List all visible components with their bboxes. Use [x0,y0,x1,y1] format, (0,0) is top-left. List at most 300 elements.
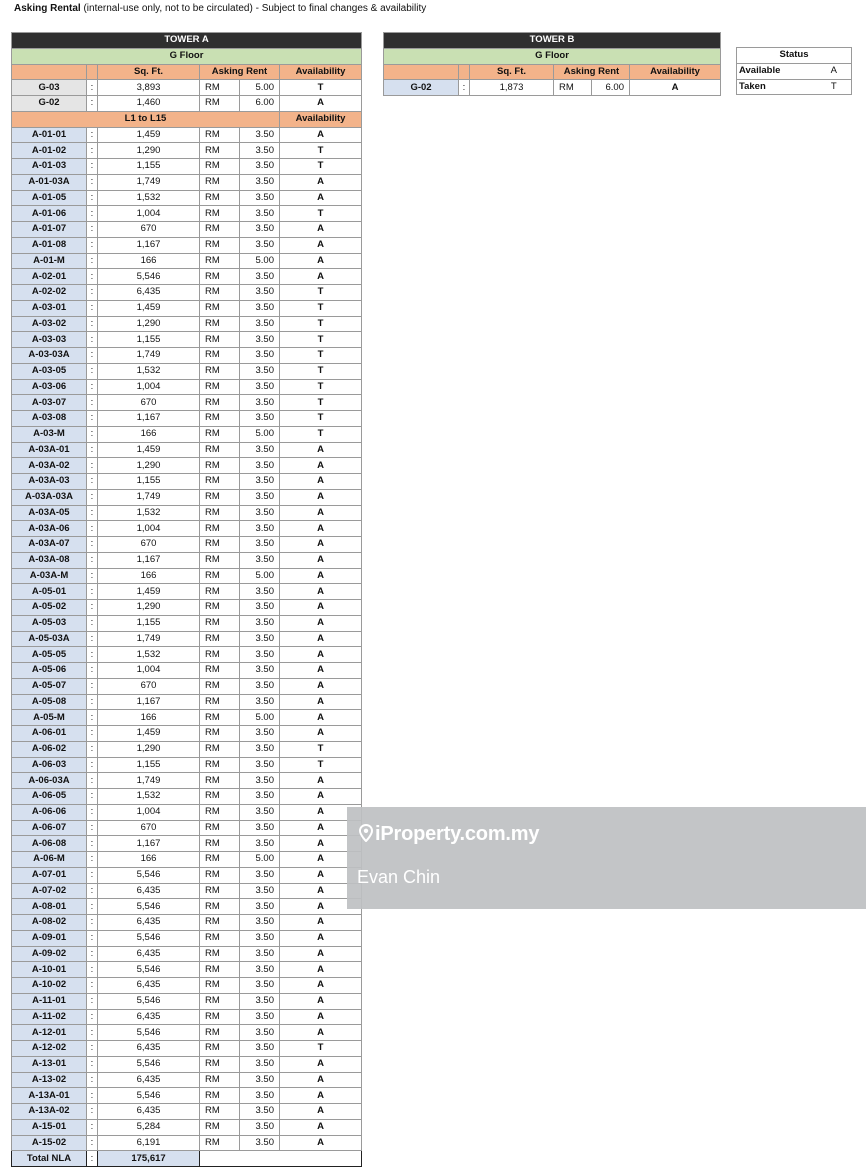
table-row [12,773,362,789]
rent-rate: 5.00 [240,710,280,726]
rent-rate: 3.50 [240,694,280,710]
currency-label: RM [200,789,240,805]
colon-separator: : [87,899,98,915]
colon-separator: : [87,363,98,379]
table-row [12,915,362,931]
colon-separator: : [87,804,98,820]
status-title-row [737,48,852,64]
rent-rate: 3.50 [240,631,280,647]
rent-rate: 3.50 [240,726,280,742]
table-row [12,489,362,505]
colon-separator: : [87,663,98,679]
currency-label: RM [200,678,240,694]
currency-label: RM [200,915,240,931]
currency-label: RM [200,505,240,521]
sqft-value: 5,284 [98,1119,200,1135]
tower-a-title: TOWER A [12,33,362,49]
column-header-blank [87,64,98,80]
colon-separator: : [87,96,98,112]
sqft-value: 5,546 [98,1025,200,1041]
sqft-value: 1,290 [98,741,200,757]
colon-separator: : [87,80,98,96]
currency-label: RM [200,411,240,427]
availability-status: T [280,1041,362,1057]
colon-separator: : [87,1088,98,1104]
rent-rate: 3.50 [240,411,280,427]
currency-label: RM [200,993,240,1009]
sqft-value: 1,459 [98,726,200,742]
unit-id: A-07-02 [12,883,87,899]
unit-id: A-05-M [12,710,87,726]
table-row [12,883,362,899]
currency-label: RM [200,1041,240,1057]
colon-separator: : [87,978,98,994]
table-row [12,1135,362,1151]
sqft-value: 670 [98,222,200,238]
g-floor-row [12,96,362,112]
table-row [12,521,362,537]
table-row [12,804,362,820]
table-row [12,206,362,222]
currency-label: RM [200,647,240,663]
sqft-value: 1,290 [98,143,200,159]
column-header-availability: Availability [280,111,362,127]
table-row [12,1104,362,1120]
colon-separator: : [87,489,98,505]
colon-separator: : [87,285,98,301]
currency-label: RM [554,80,592,96]
rent-rate: 6.00 [240,96,280,112]
unit-id: A-05-03 [12,615,87,631]
table-row [12,1072,362,1088]
availability-status: A [280,474,362,490]
availability-status: A [280,836,362,852]
currency-label: RM [200,852,240,868]
currency-label: RM [200,804,240,820]
currency-label: RM [200,930,240,946]
column-header-sqft: Sq. Ft. [98,64,200,80]
rent-rate: 3.50 [240,474,280,490]
unit-id: A-01-03 [12,159,87,175]
sqft-value: 670 [98,395,200,411]
column-header-rent: Asking Rent [554,64,630,80]
availability-status: T [280,757,362,773]
colon-separator: : [87,741,98,757]
unit-id: A-03-06 [12,379,87,395]
sqft-value: 6,435 [98,946,200,962]
currency-label: RM [200,726,240,742]
availability-status: T [280,379,362,395]
unit-id: A-03-08 [12,411,87,427]
colon-separator: : [87,1025,98,1041]
rent-rate: 3.50 [240,1025,280,1041]
table-row [12,962,362,978]
sqft-value: 166 [98,852,200,868]
sqft-value: 1,155 [98,615,200,631]
availability-status: T [280,206,362,222]
colon-separator: : [87,458,98,474]
rent-rate: 3.50 [240,1041,280,1057]
currency-label: RM [200,269,240,285]
currency-label: RM [200,285,240,301]
availability-status: T [280,395,362,411]
unit-id: A-03A-M [12,568,87,584]
sqft-value: 1,459 [98,300,200,316]
sqft-value: 1,155 [98,332,200,348]
sqft-value: 166 [98,568,200,584]
total-nla-value: 175,617 [98,1151,200,1167]
table-row [12,1009,362,1025]
rent-rate: 5.00 [240,568,280,584]
tower-a-floor-row [12,48,362,64]
table-row [12,946,362,962]
sqft-value: 1,004 [98,206,200,222]
sqft-value: 1,749 [98,174,200,190]
colon-separator: : [87,647,98,663]
rent-rate: 3.50 [240,159,280,175]
sqft-value: 1,155 [98,757,200,773]
unit-id: A-12-01 [12,1025,87,1041]
colon-separator: : [87,993,98,1009]
colon-separator: : [87,1072,98,1088]
currency-label: RM [200,174,240,190]
colon-separator: : [87,1056,98,1072]
rent-rate: 3.50 [240,237,280,253]
rent-rate: 3.50 [240,552,280,568]
colon-separator: : [87,1041,98,1057]
tower-b-title: TOWER B [384,33,721,49]
colon-separator: : [87,127,98,143]
unit-id: A-03-07 [12,395,87,411]
table-row [12,678,362,694]
rent-rate: 3.50 [240,489,280,505]
availability-status: A [280,804,362,820]
colon-separator: : [87,789,98,805]
sqft-value: 1,167 [98,836,200,852]
rent-rate: 3.50 [240,1135,280,1151]
colon-separator: : [87,1151,98,1167]
unit-id: A-03A-01 [12,442,87,458]
currency-label: RM [200,474,240,490]
unit-id: A-03-03 [12,332,87,348]
status-label: Taken [737,79,817,95]
colon-separator: : [87,395,98,411]
availability-status: T [280,285,362,301]
rent-rate: 3.50 [240,993,280,1009]
tower-b-floor-label: G Floor [384,48,721,64]
unit-id: A-06-05 [12,789,87,805]
availability-status: A [280,237,362,253]
availability-status: A [280,1104,362,1120]
unit-id: A-15-01 [12,1119,87,1135]
unit-id: A-05-05 [12,647,87,663]
table-row [12,615,362,631]
colon-separator: : [87,253,98,269]
unit-id: A-09-02 [12,946,87,962]
sqft-value: 6,435 [98,285,200,301]
currency-label: RM [200,127,240,143]
table-row [12,442,362,458]
availability-status: A [280,1056,362,1072]
sqft-value: 670 [98,820,200,836]
rent-rate: 5.00 [240,426,280,442]
sqft-value: 1,004 [98,521,200,537]
currency-label: RM [200,1135,240,1151]
unit-id: A-01-03A [12,174,87,190]
rent-rate: 3.50 [240,600,280,616]
currency-label: RM [200,773,240,789]
availability-status: A [280,1088,362,1104]
sqft-value: 5,546 [98,269,200,285]
rent-rate: 5.00 [240,253,280,269]
unit-id: A-13-02 [12,1072,87,1088]
rent-rate: 3.50 [240,285,280,301]
availability-status: T [280,80,362,96]
colon-separator: : [87,710,98,726]
unit-id: A-11-02 [12,1009,87,1025]
unit-id: A-03A-07 [12,537,87,553]
colon-separator: : [87,962,98,978]
colon-separator: : [87,726,98,742]
colon-separator: : [87,505,98,521]
availability-status: A [630,80,721,96]
column-header-blank [384,64,459,80]
availability-status: A [280,946,362,962]
rent-rate: 3.50 [240,127,280,143]
currency-label: RM [200,395,240,411]
rent-rate: 3.50 [240,332,280,348]
rent-rate: 6.00 [592,80,630,96]
availability-status: A [280,489,362,505]
colon-separator: : [87,411,98,427]
currency-label: RM [200,537,240,553]
table-row [12,237,362,253]
rent-rate: 3.50 [240,946,280,962]
unit-id: A-01-06 [12,206,87,222]
column-header-blank [12,64,87,80]
table-row [12,710,362,726]
table-row [12,1088,362,1104]
availability-status: T [280,159,362,175]
sqft-value: 1,459 [98,442,200,458]
sqft-value: 1,749 [98,348,200,364]
availability-status: A [280,962,362,978]
table-row [12,190,362,206]
watermark-brand [359,823,539,848]
currency-label: RM [200,836,240,852]
availability-status: A [280,269,362,285]
colon-separator: : [87,300,98,316]
currency-label: RM [200,316,240,332]
unit-id: A-12-02 [12,1041,87,1057]
sqft-value: 1,749 [98,773,200,789]
table-row [12,789,362,805]
status-label: Available [737,63,817,79]
tower-a-floor-label: G Floor [12,48,362,64]
availability-status: A [280,710,362,726]
sqft-value: 5,546 [98,1056,200,1072]
rent-rate: 3.50 [240,1119,280,1135]
tower-b-floor-row [384,48,721,64]
rent-rate: 3.50 [240,647,280,663]
watermark-agent-name: Evan Chin [357,867,441,887]
rent-rate: 3.50 [240,836,280,852]
currency-label: RM [200,710,240,726]
rent-rate: 3.50 [240,348,280,364]
table-row [12,757,362,773]
rent-rate: 3.50 [240,395,280,411]
availability-status: A [280,773,362,789]
rent-rate: 3.50 [240,978,280,994]
sqft-value: 1,532 [98,647,200,663]
currency-label: RM [200,867,240,883]
sqft-value: 1,167 [98,411,200,427]
rent-rate: 3.50 [240,190,280,206]
unit-id: G-02 [12,96,87,112]
table-row [12,474,362,490]
currency-label: RM [200,300,240,316]
unit-id: A-01-01 [12,127,87,143]
currency-label: RM [200,1104,240,1120]
currency-label: RM [200,584,240,600]
currency-label: RM [200,568,240,584]
rent-rate: 3.50 [240,363,280,379]
sqft-value: 670 [98,537,200,553]
availability-status: A [280,253,362,269]
currency-label: RM [200,253,240,269]
availability-status: T [280,426,362,442]
rent-rate: 3.50 [240,442,280,458]
rent-rate: 3.50 [240,143,280,159]
availability-status: A [280,883,362,899]
availability-status: A [280,993,362,1009]
colon-separator: : [87,426,98,442]
sqft-value: 1,155 [98,159,200,175]
availability-status: A [280,222,362,238]
availability-status: A [280,852,362,868]
availability-status: A [280,789,362,805]
sqft-value: 1,155 [98,474,200,490]
unit-id: A-03A-05 [12,505,87,521]
sqft-value: 5,546 [98,1088,200,1104]
blank-cell [200,1151,362,1167]
rent-rate: 3.50 [240,741,280,757]
availability-status: A [280,867,362,883]
watermark-brand-text: iProperty.com.my [375,823,540,845]
sqft-value: 166 [98,253,200,269]
unit-id: A-11-01 [12,993,87,1009]
unit-id: A-05-02 [12,600,87,616]
currency-label: RM [200,962,240,978]
table-row [12,458,362,474]
colon-separator: : [87,631,98,647]
currency-label: RM [200,348,240,364]
colon-separator: : [87,206,98,222]
currency-label: RM [200,442,240,458]
unit-id: A-03-M [12,426,87,442]
unit-id: A-01-02 [12,143,87,159]
unit-id: A-01-08 [12,237,87,253]
availability-status: A [280,1119,362,1135]
sqft-value: 6,435 [98,915,200,931]
watermark-banner [347,807,866,909]
status-legend-row [737,63,852,79]
table-row [12,426,362,442]
availability-status: A [280,600,362,616]
total-nla-label: Total NLA [12,1151,87,1167]
availability-status: A [280,1025,362,1041]
currency-label: RM [200,883,240,899]
availability-status: A [280,663,362,679]
unit-id: A-03-03A [12,348,87,364]
table-row [12,836,362,852]
tower-a-table [11,32,362,1167]
unit-id: A-03-05 [12,363,87,379]
colon-separator: : [87,1135,98,1151]
unit-id: A-03A-02 [12,458,87,474]
unit-id: A-03-02 [12,316,87,332]
colon-separator: : [87,174,98,190]
sqft-value: 5,546 [98,993,200,1009]
table-row [12,1041,362,1057]
unit-id: A-07-01 [12,867,87,883]
sqft-value: 1,873 [470,80,554,96]
colon-separator: : [87,820,98,836]
rent-rate: 3.50 [240,379,280,395]
colon-separator: : [87,883,98,899]
colon-separator: : [87,379,98,395]
currency-label: RM [200,694,240,710]
colon-separator: : [87,867,98,883]
currency-label: RM [200,1009,240,1025]
currency-label: RM [200,379,240,395]
colon-separator: : [87,600,98,616]
unit-id: A-05-07 [12,678,87,694]
sqft-value: 1,459 [98,584,200,600]
colon-separator: : [87,678,98,694]
table-row [12,552,362,568]
availability-status: A [280,915,362,931]
rent-rate: 3.50 [240,1104,280,1120]
table-row [12,993,362,1009]
colon-separator: : [87,930,98,946]
sqft-value: 1,459 [98,127,200,143]
sqft-value: 1,532 [98,190,200,206]
availability-status: A [280,899,362,915]
title-rest: (internal-use only, not to be circulated) - Subject to final changes & availability [80,3,427,14]
colon-separator: : [87,946,98,962]
rent-rate: 3.50 [240,899,280,915]
unit-id: A-01-M [12,253,87,269]
sqft-value: 6,435 [98,883,200,899]
colon-separator: : [87,852,98,868]
tower-a-title-row [12,33,362,49]
availability-status: A [280,678,362,694]
sqft-value: 6,435 [98,1009,200,1025]
table-row [12,1025,362,1041]
unit-id: A-06-03 [12,757,87,773]
page-title [14,3,426,15]
sqft-value: 1,004 [98,663,200,679]
currency-label: RM [200,663,240,679]
unit-id: A-10-02 [12,978,87,994]
status-legend-table [736,47,852,95]
table-row [12,899,362,915]
colon-separator: : [87,836,98,852]
currency-label: RM [200,899,240,915]
sqft-value: 6,191 [98,1135,200,1151]
rent-rate: 3.50 [240,867,280,883]
